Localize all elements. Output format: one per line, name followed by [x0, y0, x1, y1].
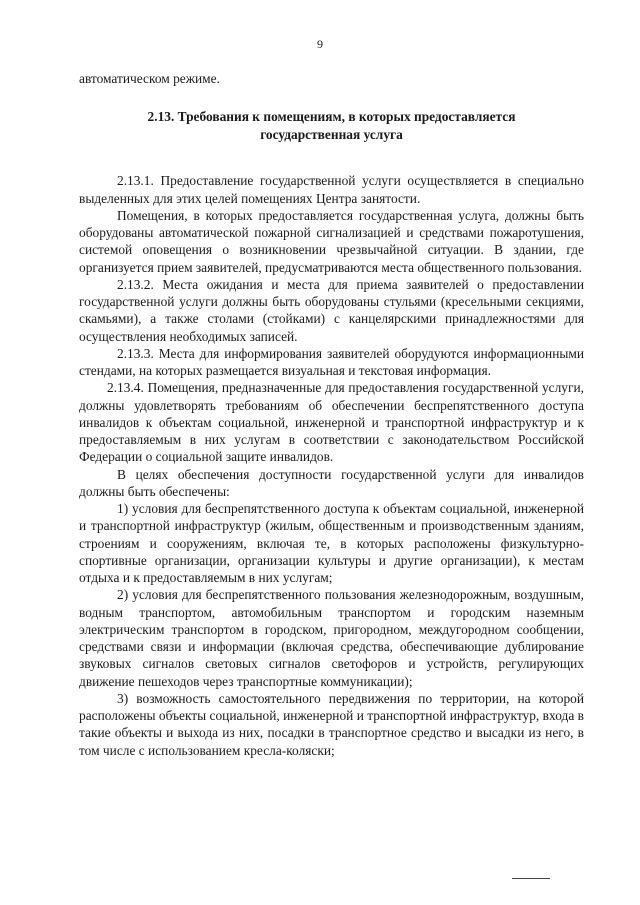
- paragraph-2-13-2: 2.13.2. Места ожидания и места для приема заявителей о предоставлении государственной услуги должны быть оборудованы стульями (кресельными секциями, скамьями), а также столами (стойками) с канцелярскими принадлежностями для осуществления необходимых записей.: [79, 276, 584, 344]
- document-body: [79, 70, 584, 759]
- paragraph-accessibility-intro: В целях обеспечения доступности государственной услуги для инвалидов должны быть обеспечены:: [79, 466, 584, 499]
- paragraph-2-13-1: 2.13.1. Предоставление государственной услуги осуществляется в специально выделенных для этих целей помещениях Центра занятости.: [79, 173, 584, 206]
- section-heading: 2.13. Требования к помещениям, в которых предоставляется государственная услуга: [147, 109, 516, 143]
- continuation-text: автоматическом режиме.: [79, 71, 220, 86]
- paragraph-2-13-4: 2.13.4. Помещения, предназначенные для предоставления государственной услуги, должны удовлетворять требованиям об обеспечении беспрепятственного доступа инвалидов к объектам социальной, инженерной и транспортной инфраструктур и к предоставляемым в них услугам в соответствии с законодательством Российской Федерации о социальной защите инвалидов.: [79, 380, 584, 465]
- paragraph-premises: Помещения, в которых предоставляется государственная услуга, должны быть оборудованы автоматической пожарной сигнализацией и средствами пожаротушения, системой оповещения о возникновении чрезвычайной ситуации. В здании, где организуется прием заявителей, предусматриваются места общественного пользования.: [79, 207, 584, 275]
- paragraph-2-13-3: 2.13.3. Места для информирования заявителей оборудуются информационными стендами, на которых размещается визуальная и текстовая информация.: [79, 345, 584, 378]
- list-item-1: 1) условия для беспрепятственного доступа к объектам социальной, инженерной и транспортной инфраструктур (жилым, общественным и производственным зданиям, строениям и сооружениям, включая те, в которых расположены физкультурно-спортивные организации, организации культуры и другие организации), к местам отдыха и к предоставляемым в них услугам;: [79, 501, 584, 585]
- list-item-3: 3) возможность самостоятельного передвижения по территории, на которой расположены объекты социальной, инженерной и транспортной инфраструктур, входа в такие объекты и выхода из них, посадки в транспортное средство и высадки из него, в том числе с использованием кресла-коляски;: [79, 690, 584, 758]
- list-item-2: 2) условия для беспрепятственного пользования железнодорожным, воздушным, водным транспортом, автомобильным транспортом и городским наземным электрическим транспортом в городском, пригородном, междугородном сообщении, средствами связи и информации (включая средства, обеспечивающие дублирование звуковых сигналов световых сигналов светофоров и устройств, регулирующих движение пешеходов через транспортные коммуникации);: [79, 587, 584, 689]
- page-number: 9: [317, 37, 323, 51]
- footer-divider: [512, 878, 550, 879]
